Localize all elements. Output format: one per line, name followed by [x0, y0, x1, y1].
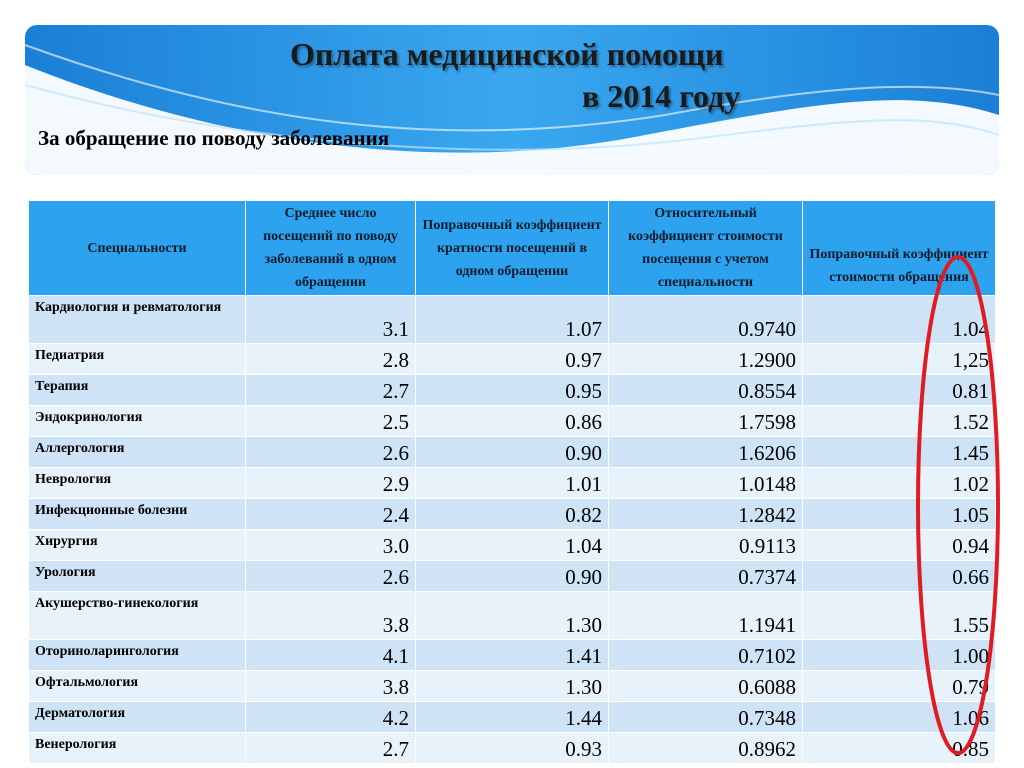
specialty-cell: Хирургия — [29, 530, 246, 561]
value-cell: 0.86 — [416, 406, 609, 437]
value-cell: 3.1 — [246, 296, 416, 344]
value-cell: 1.06 — [803, 702, 996, 733]
specialty-cell: Офтальмология — [29, 671, 246, 702]
specialty-cell: Терапия — [29, 375, 246, 406]
specialty-cell: Урология — [29, 561, 246, 592]
value-cell: 0.6088 — [609, 671, 803, 702]
value-cell: 0.66 — [803, 561, 996, 592]
value-cell: 0.7102 — [609, 640, 803, 671]
column-header: Специальности — [29, 201, 246, 296]
value-cell: 0.93 — [416, 733, 609, 764]
specialty-cell: Педиатрия — [29, 344, 246, 375]
table-row — [29, 437, 996, 468]
value-cell: 2.6 — [246, 561, 416, 592]
value-cell: 0.9740 — [609, 296, 803, 344]
specialty-cell: Оториноларингология — [29, 640, 246, 671]
value-cell: 1.7598 — [609, 406, 803, 437]
value-cell: 1.05 — [803, 499, 996, 530]
value-cell: 0.8962 — [609, 733, 803, 764]
value-cell: 1.6206 — [609, 437, 803, 468]
value-cell: 0.79 — [803, 671, 996, 702]
table-row — [29, 592, 996, 640]
specialty-cell: Акушерство-гинекология — [29, 592, 246, 640]
value-cell: 2.8 — [246, 344, 416, 375]
slide-subtitle: За обращение по поводу заболевания — [38, 126, 390, 150]
value-cell: 2.5 — [246, 406, 416, 437]
value-cell: 3.8 — [246, 671, 416, 702]
table-row — [29, 702, 996, 733]
value-cell: 1.30 — [416, 592, 609, 640]
table-row — [29, 561, 996, 592]
table-row — [29, 733, 996, 764]
value-cell: 1.41 — [416, 640, 609, 671]
value-cell: 1.07 — [416, 296, 609, 344]
value-cell: 2.7 — [246, 375, 416, 406]
value-cell: 1,25 — [803, 344, 996, 375]
column-header: Поправочный коэффициент стоимости обращения — [803, 201, 996, 296]
value-cell: 2.6 — [246, 437, 416, 468]
value-cell: 1.04 — [416, 530, 609, 561]
value-cell: 1.30 — [416, 671, 609, 702]
column-header: Поправочный коэффициент кратности посещений в одном обращении — [416, 201, 609, 296]
table-row — [29, 406, 996, 437]
value-cell: 2.9 — [246, 468, 416, 499]
table-row — [29, 530, 996, 561]
value-cell: 4.1 — [246, 640, 416, 671]
payment-table — [28, 200, 996, 764]
specialty-cell: Кардиология и ревматология — [29, 296, 246, 344]
specialty-cell: Инфекционные болезни — [29, 499, 246, 530]
value-cell: 0.9113 — [609, 530, 803, 561]
slide-title-line2: в 2014 году — [582, 78, 741, 114]
value-cell: 0.85 — [803, 733, 996, 764]
value-cell: 0.97 — [416, 344, 609, 375]
table-row — [29, 468, 996, 499]
value-cell: 1.52 — [803, 406, 996, 437]
value-cell: 1.1941 — [609, 592, 803, 640]
value-cell: 3.0 — [246, 530, 416, 561]
value-cell: 1.04 — [803, 296, 996, 344]
value-cell: 0.7348 — [609, 702, 803, 733]
value-cell: 0.90 — [416, 437, 609, 468]
value-cell: 2.4 — [246, 499, 416, 530]
value-cell: 0.82 — [416, 499, 609, 530]
table-row — [29, 499, 996, 530]
column-header: Среднее число посещений по поводу заболеваний в одном обращении — [246, 201, 416, 296]
value-cell: 0.7374 — [609, 561, 803, 592]
value-cell: 0.90 — [416, 561, 609, 592]
specialty-cell: Дерматология — [29, 702, 246, 733]
value-cell: 2.7 — [246, 733, 416, 764]
value-cell: 1.45 — [803, 437, 996, 468]
column-header: Относительный коэффициент стоимости посещения с учетом специальности — [609, 201, 803, 296]
table-row — [29, 671, 996, 702]
value-cell: 1.0148 — [609, 468, 803, 499]
value-cell: 3.8 — [246, 592, 416, 640]
table-row — [29, 375, 996, 406]
specialty-cell: Венерология — [29, 733, 246, 764]
table-body — [29, 296, 996, 764]
value-cell: 4.2 — [246, 702, 416, 733]
value-cell: 0.8554 — [609, 375, 803, 406]
value-cell: 1.55 — [803, 592, 996, 640]
value-cell: 1.02 — [803, 468, 996, 499]
value-cell: 0.94 — [803, 530, 996, 561]
value-cell: 0.81 — [803, 375, 996, 406]
value-cell: 1.2842 — [609, 499, 803, 530]
value-cell: 1.00 — [803, 640, 996, 671]
table-row — [29, 296, 996, 344]
specialty-cell: Аллергология — [29, 437, 246, 468]
value-cell: 1.44 — [416, 702, 609, 733]
specialty-cell: Эндокринология — [29, 406, 246, 437]
value-cell: 1.2900 — [609, 344, 803, 375]
table-row — [29, 640, 996, 671]
value-cell: 1.01 — [416, 468, 609, 499]
specialty-cell: Неврология — [29, 468, 246, 499]
table-header-row — [29, 201, 996, 296]
slide-title-line1: Оплата медицинской помощи — [290, 36, 724, 72]
value-cell: 0.95 — [416, 375, 609, 406]
table-row — [29, 344, 996, 375]
